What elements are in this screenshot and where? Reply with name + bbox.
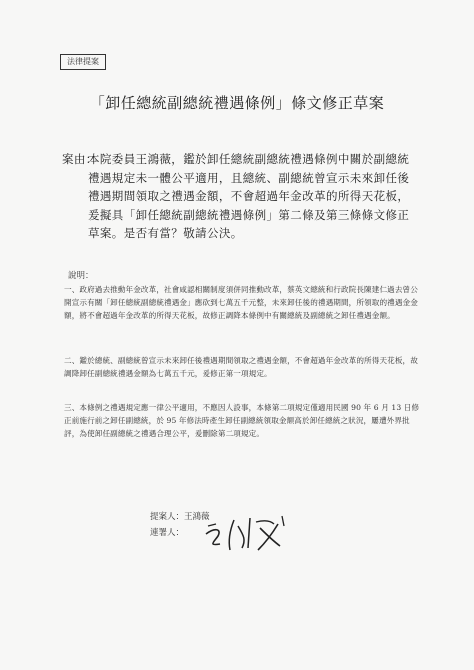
document-title: 「卸任總統副總統禮遇條例」條文修正草案	[89, 94, 385, 112]
explanation-paragraph-3: 三、本條例之禮遇規定應一律公平適用，不應因人設事，本條第二項規定僅適用民國 90 年 6 月 13 日修正前施行前之卸任副總統，於 95 年修法時產生卸任副總統領取金額高於卸任總統之狀況，屢遭外界批評，為使卸任副總統之禮遇合理公平，爰刪除第二項規定。	[64, 403, 420, 438]
cosigner-label: 連署人：	[150, 528, 185, 538]
category-tag: 法律提案	[60, 54, 106, 70]
proposer-line: 提案人：王鴻薇	[150, 512, 210, 522]
explanation-paragraph-2: 二、鑑於總統、副總統曾宣示未來卸任後禮遇期間領取之禮遇金額，不會超過年金改革的所得天花板，故調降卸任副總統禮遇金額為七萬五千元，爰修正第一項規定。	[64, 356, 418, 378]
handwritten-signature	[200, 506, 300, 556]
explanation-heading: 說明：	[68, 271, 94, 281]
reason-section	[62, 150, 418, 243]
reason-label: 案由：	[62, 152, 98, 166]
explanation-paragraph-1: 一、政府過去推動年金改革，社會咸認相關制度須併同推動改革，蔡英文總統和行政院長陳建仁過去曾公開宣示有關「卸任總統副總統禮遇金」應砍到七萬五千元整，未來卸任後的禮遇期間，所領取的禮遇金金額，將不會超過年金改革的所得天花板，故修正調降本條例中有關總統及副總統之卸任禮遇金額。	[64, 285, 418, 320]
reason-text: 本院委員王鴻薇，鑑於卸任總統副總統禮遇條例中關於副總統禮遇規定未一體公平適用，且總統、副總統曾宣示未來卸任後禮遇期間領取之禮遇金額，不會超過年金改革的所得天花板，爰擬具「卸任總統副總統禮遇條例」第二條及第三條條文修正草案。是否有當？敬請公決。	[88, 152, 410, 240]
